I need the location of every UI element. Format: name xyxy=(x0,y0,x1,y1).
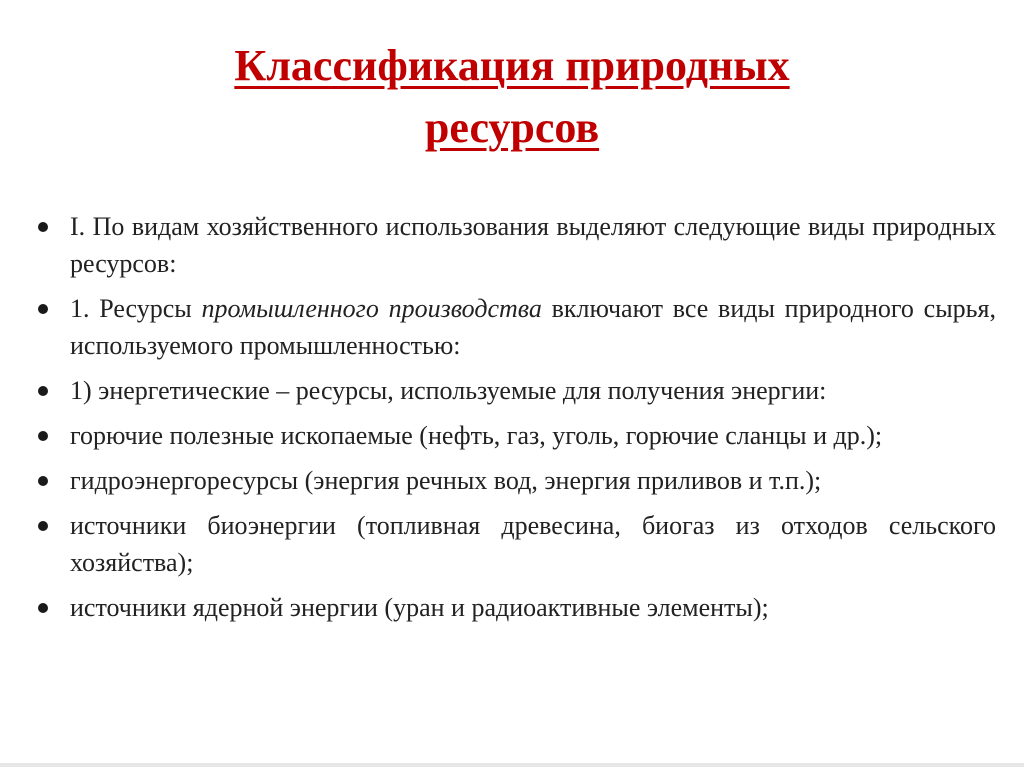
slide-title xyxy=(0,35,1024,159)
bullet-icon xyxy=(38,603,48,613)
list-item xyxy=(32,372,996,409)
list-item xyxy=(32,507,996,581)
list-item xyxy=(32,462,996,499)
list-item-text: гидроэнергоресурсы (энергия речных вод, энергия приливов и т.п.); xyxy=(70,466,822,495)
list-item-text: 1) энергетические – ресурсы, используемые для получения энергии: xyxy=(70,376,827,405)
bullet-icon xyxy=(38,521,48,531)
list-item xyxy=(32,589,996,626)
list-item-text-italic: промышленного производства xyxy=(201,294,542,323)
bullet-icon xyxy=(38,304,48,314)
list-item-text: источники биоэнергии (топливная древесина, биогаз из отходов сельского хозяйства); xyxy=(70,511,996,577)
list-item-text: горючие полезные ископаемые (нефть, газ, уголь, горючие сланцы и др.); xyxy=(70,421,883,450)
list-item-text: I. По видам хозяйственного использования выделяют следующие виды природных ресурсов: xyxy=(70,212,996,278)
list-item xyxy=(32,290,996,364)
bullet-icon xyxy=(38,386,48,396)
bullet-icon xyxy=(38,476,48,486)
list-item xyxy=(32,417,996,454)
bottom-divider xyxy=(0,763,1024,767)
bullet-icon xyxy=(38,222,48,232)
bullet-icon xyxy=(38,431,48,441)
slide-title-line-1: Классификация природных xyxy=(234,41,790,90)
slide-title-line-2: ресурсов xyxy=(424,103,600,152)
list-item xyxy=(32,208,996,282)
bullet-list xyxy=(32,208,996,634)
list-item-text-post: включают все виды природного сырья, используемого промышленностью: xyxy=(70,294,996,360)
list-item-text: источники ядерной энергии (уран и радиоактивные элементы); xyxy=(70,593,769,622)
list-item-text-pre: 1. Ресурсы xyxy=(70,294,202,323)
